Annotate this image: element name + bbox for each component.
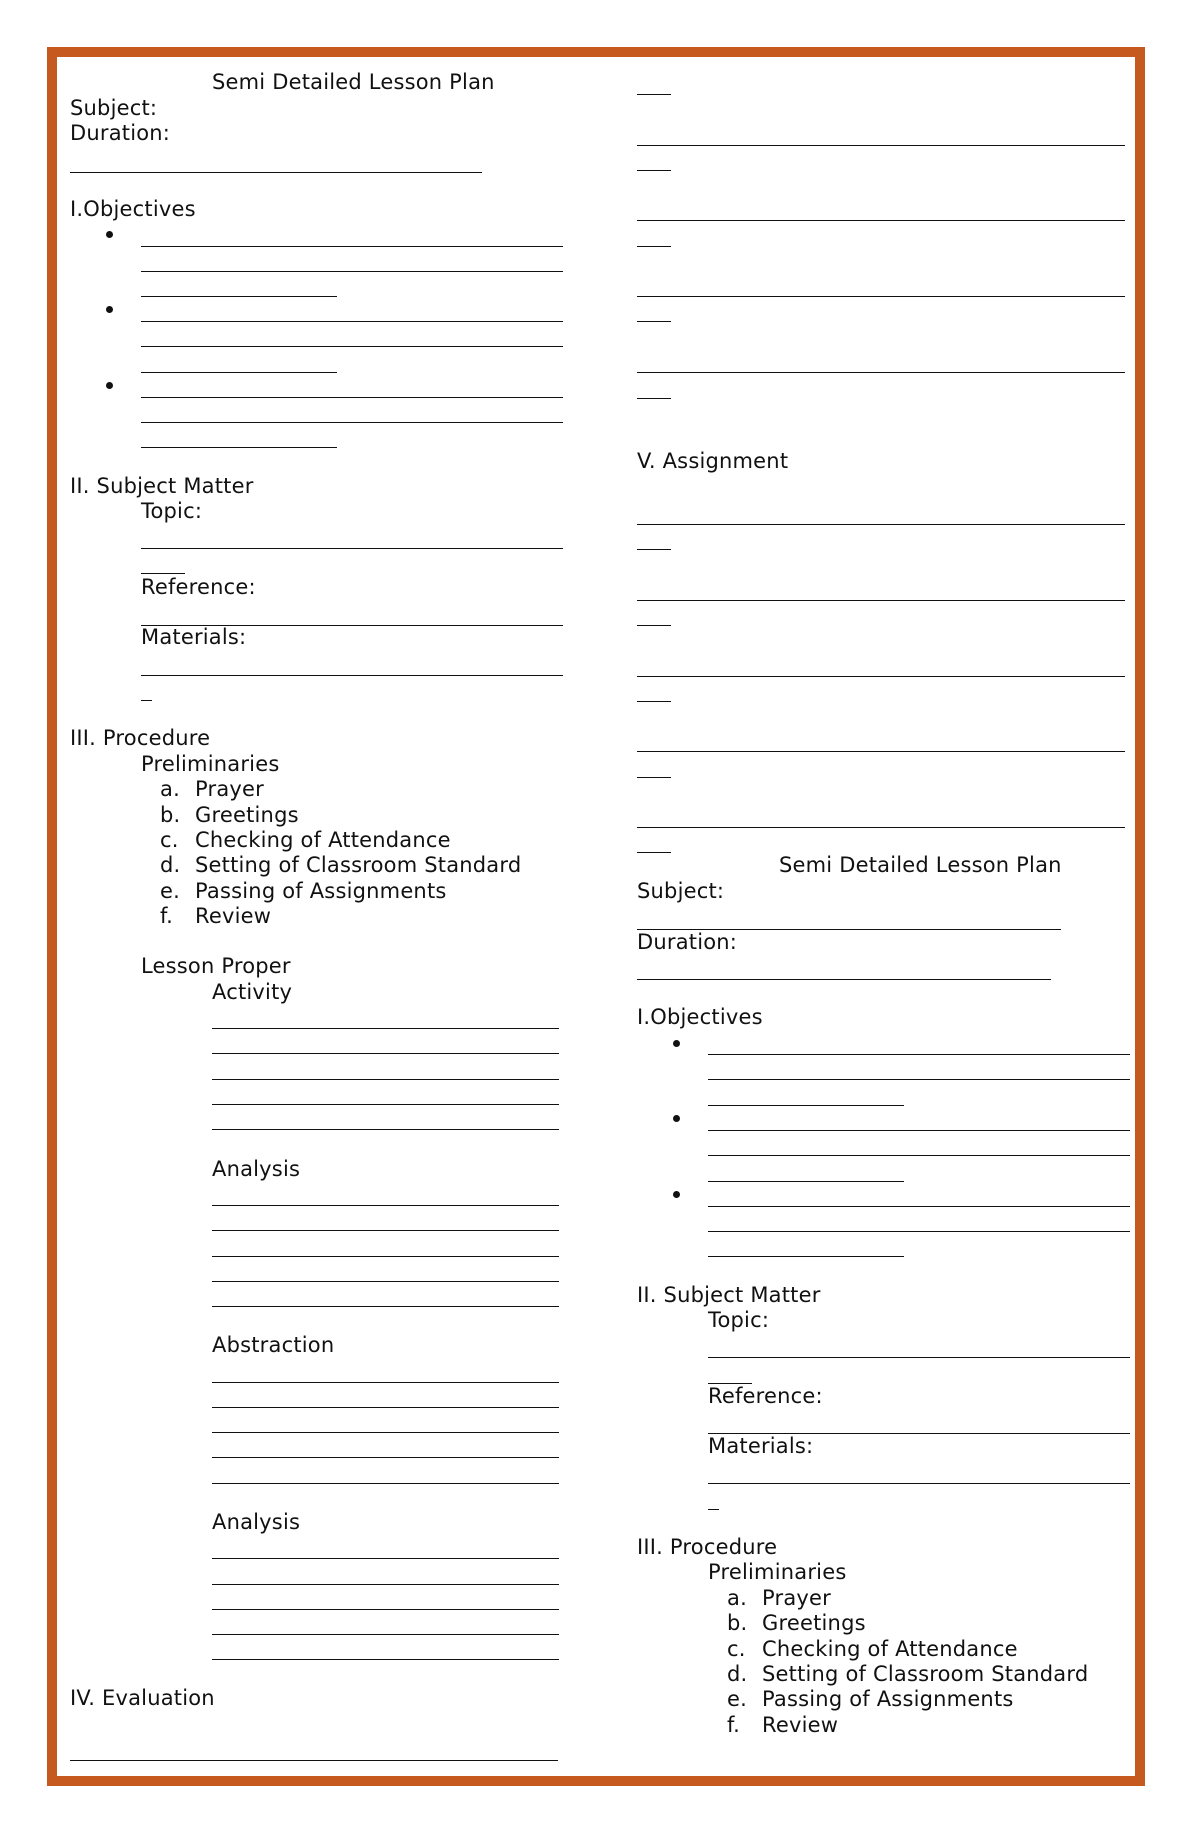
- left-analysis2-line: [212, 1634, 559, 1635]
- left-prelim-marker: e.: [160, 879, 180, 903]
- left-activity-label: Activity: [212, 980, 293, 1004]
- right-prelim-marker: f.: [727, 1713, 740, 1737]
- right-prelim-item: Prayer: [762, 1586, 831, 1610]
- left-subject-label: Subject:: [70, 96, 158, 120]
- right-duration-label: Duration:: [637, 930, 738, 954]
- left-lesson-proper-label: Lesson Proper: [141, 954, 291, 978]
- right-assignment-line: [637, 676, 1125, 677]
- right-objective-line: [708, 1130, 1130, 1131]
- left-analysis2-line: [212, 1659, 559, 1660]
- left-analysis-line: [212, 1230, 559, 1231]
- left-subject-matter-heading: II. Subject Matter: [70, 474, 254, 498]
- right-prelim-item: Review: [762, 1713, 839, 1737]
- right-evaluation-line: [637, 170, 671, 171]
- left-prelim-marker: b.: [160, 803, 181, 827]
- right-objective-line: [708, 1105, 904, 1106]
- left-materials-line: [141, 700, 152, 701]
- left-prelim-marker: f.: [160, 904, 173, 928]
- left-analysis-line: [212, 1281, 559, 1282]
- left-preliminaries-label: Preliminaries: [141, 752, 280, 776]
- right-assignment-line: [637, 701, 671, 702]
- left-topic-line: [141, 548, 563, 549]
- left-topic-label: Topic:: [141, 499, 203, 523]
- left-title: Semi Detailed Lesson Plan: [212, 70, 495, 94]
- right-duration-line: [637, 979, 1051, 980]
- right-assignment-line: [637, 852, 671, 853]
- right-prelim-item: Passing of Assignments: [762, 1687, 1014, 1711]
- right-evaluation-line: [637, 246, 671, 247]
- left-analysis2-label: Analysis: [212, 1510, 301, 1534]
- left-abstraction-line: [212, 1432, 559, 1433]
- left-analysis-line: [212, 1205, 559, 1206]
- right-materials-line: [708, 1483, 1130, 1484]
- left-abstraction-label: Abstraction: [212, 1333, 335, 1357]
- left-evaluation-heading: IV. Evaluation: [70, 1686, 215, 1710]
- left-objective-line: [141, 346, 563, 347]
- left-objective-line: [141, 422, 563, 423]
- right-assignment-line: [637, 524, 1125, 525]
- right-objectives-heading: I.Objectives: [637, 1005, 763, 1029]
- right-objective-line: [708, 1256, 904, 1257]
- left-prelim-item: Checking of Attendance: [195, 828, 451, 852]
- left-objective-line: [141, 447, 337, 448]
- right-objective-bullet: [673, 1040, 680, 1047]
- right-prelim-marker: e.: [727, 1687, 747, 1711]
- right-objective-line: [708, 1079, 1130, 1080]
- left-analysis-label: Analysis: [212, 1157, 301, 1181]
- right-objective-line: [708, 1231, 1130, 1232]
- right-topic-label: Topic:: [708, 1308, 770, 1332]
- right-prelim-marker: c.: [727, 1637, 746, 1661]
- left-prelim-item: Prayer: [195, 777, 264, 801]
- left-reference-label: Reference:: [141, 575, 256, 599]
- right-materials-label: Materials:: [708, 1434, 814, 1458]
- right-objective-line: [708, 1054, 1130, 1055]
- right-subject-matter-heading: II. Subject Matter: [637, 1283, 821, 1307]
- left-analysis-line: [212, 1256, 559, 1257]
- right-topic-line: [708, 1357, 1130, 1358]
- right-evaluation-line: [637, 296, 1125, 297]
- left-objective-line: [141, 397, 563, 398]
- left-objective-line: [141, 271, 563, 272]
- right-assignment-line: [637, 827, 1125, 828]
- right-prelim-item: Setting of Classroom Standard: [762, 1662, 1089, 1686]
- left-activity-line: [212, 1028, 559, 1029]
- right-assignment-line: [637, 751, 1125, 752]
- left-materials-line: [141, 675, 563, 676]
- left-duration-line: [70, 172, 482, 173]
- left-prelim-item: Review: [195, 904, 272, 928]
- right-objective-line: [708, 1181, 904, 1182]
- right-objective-line: [708, 1206, 1130, 1207]
- right-prelim-marker: d.: [727, 1662, 748, 1686]
- left-analysis2-line: [212, 1584, 559, 1585]
- left-activity-line: [212, 1129, 559, 1130]
- left-objective-line: [141, 372, 337, 373]
- left-objective-bullet: [106, 306, 113, 313]
- left-activity-line: [212, 1104, 559, 1105]
- left-prelim-marker: c.: [160, 828, 179, 852]
- right-objective-line: [708, 1155, 1130, 1156]
- left-prelim-item: Passing of Assignments: [195, 879, 447, 903]
- left-abstraction-line: [212, 1483, 559, 1484]
- right-prelim-marker: b.: [727, 1611, 748, 1635]
- right-subject-label: Subject:: [637, 879, 725, 903]
- left-analysis2-line: [212, 1558, 559, 1559]
- left-prelim-item: Setting of Classroom Standard: [195, 853, 522, 877]
- left-prelim-marker: d.: [160, 853, 181, 877]
- left-objective-line: [141, 321, 563, 322]
- left-prelim-item: Greetings: [195, 803, 299, 827]
- right-preliminaries-label: Preliminaries: [708, 1560, 847, 1584]
- left-objectives-heading: I.Objectives: [70, 197, 196, 221]
- right-assignment-heading: V. Assignment: [637, 449, 789, 473]
- right-evaluation-line: [637, 220, 1125, 221]
- left-evaluation-line: [70, 1760, 558, 1761]
- right-assignment-line: [637, 777, 671, 778]
- right-evaluation-line: [637, 398, 671, 399]
- right-assignment-line: [637, 600, 1125, 601]
- right-evaluation-line: [637, 321, 671, 322]
- right-evaluation-line: [637, 372, 1125, 373]
- left-materials-label: Materials:: [141, 625, 247, 649]
- right-assignment-line: [637, 549, 671, 550]
- right-assignment-line: [637, 625, 671, 626]
- left-abstraction-line: [212, 1457, 559, 1458]
- left-objective-bullet: [106, 231, 113, 238]
- right-title: Semi Detailed Lesson Plan: [779, 853, 1062, 877]
- left-activity-line: [212, 1053, 559, 1054]
- right-objective-bullet: [673, 1115, 680, 1122]
- left-prelim-marker: a.: [160, 777, 180, 801]
- right-evaluation-line: [637, 94, 671, 95]
- right-prelim-marker: a.: [727, 1586, 747, 1610]
- left-objective-line: [141, 246, 563, 247]
- left-procedure-heading: III. Procedure: [70, 726, 211, 750]
- right-evaluation-line: [637, 145, 1125, 146]
- left-activity-line: [212, 1079, 559, 1080]
- right-procedure-heading: III. Procedure: [637, 1535, 778, 1559]
- left-abstraction-line: [212, 1382, 559, 1383]
- right-reference-label: Reference:: [708, 1384, 823, 1408]
- right-materials-line: [708, 1509, 719, 1510]
- left-analysis-line: [212, 1306, 559, 1307]
- left-duration-label: Duration:: [70, 121, 171, 145]
- right-objective-bullet: [673, 1191, 680, 1198]
- left-objective-bullet: [106, 382, 113, 389]
- left-objective-line: [141, 296, 337, 297]
- left-abstraction-line: [212, 1407, 559, 1408]
- right-prelim-item: Checking of Attendance: [762, 1637, 1018, 1661]
- left-analysis2-line: [212, 1609, 559, 1610]
- right-prelim-item: Greetings: [762, 1611, 866, 1635]
